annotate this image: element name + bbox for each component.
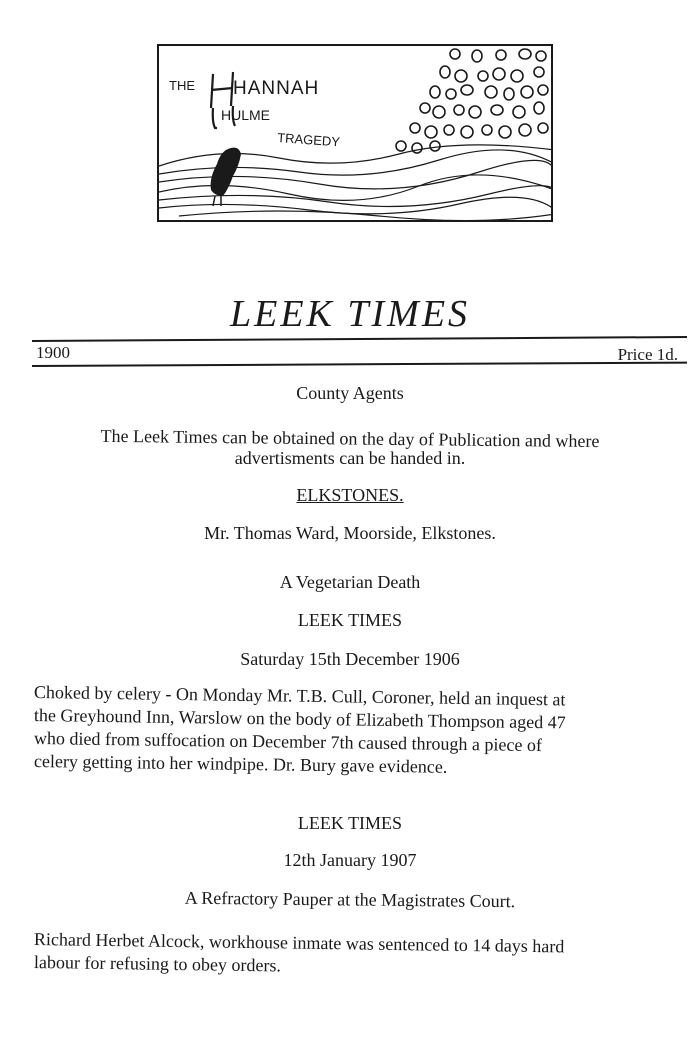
- article1-line3: who died from suffocation on December 7th caused through a piece of: [33, 728, 543, 756]
- article2-paper: LEEK TIMES: [297, 813, 403, 833]
- article2-line1: Richard Herbet Alcock, workhouse inmate was sentenced to 14 days hard: [33, 929, 565, 957]
- article2-line2: labour for refusing to obey orders.: [33, 952, 282, 976]
- article1-line4: celery getting into her windpipe. Dr. Bury gave evidence.: [33, 751, 448, 777]
- article1-line1: Choked by celery - On Monday Mr. T.B. Cull, Coroner, held an inquest at: [33, 682, 566, 710]
- article1-line2: the Greyhound Inn, Warslow on the body of Elizabeth Thompson aged 47: [33, 705, 566, 733]
- agents-body-line2: advertisments can be handed in.: [234, 448, 466, 468]
- county-agents-heading: County Agents: [296, 383, 404, 403]
- article1-paper: LEEK TIMES: [297, 610, 403, 630]
- masthead-title: LEEK TIMES: [229, 293, 471, 335]
- article1-date: Saturday 15th December 1906: [240, 649, 460, 669]
- masthead-year: 1900: [36, 343, 70, 362]
- agents-place: ELKSTONES.: [296, 485, 404, 505]
- logo-tragedy-text: TRAGEDY: [276, 130, 341, 150]
- article2-date: 12th January 1907: [283, 850, 417, 870]
- agents-body-line1: The Leek Times can be obtained on the day of Publication and where: [100, 425, 600, 452]
- article1-headline: A Vegetarian Death: [279, 572, 421, 592]
- agents-name: Mr. Thomas Ward, Moorside, Elkstones.: [204, 523, 496, 543]
- logo-hulme-text: HULME: [221, 107, 271, 123]
- hannah-hulme-logo: [157, 44, 553, 222]
- masthead-rule-top: [32, 336, 687, 342]
- masthead-rule-bottom: [32, 362, 687, 367]
- masthead-price: Price 1d.: [617, 345, 678, 364]
- logo-circles: [396, 49, 548, 153]
- logo-drawing: [159, 46, 553, 222]
- logo-the-text: THE: [169, 78, 195, 93]
- article2-headline: A Refractory Pauper at the Magistrates Court.: [184, 887, 516, 912]
- logo-hannah-text: HANNAH: [233, 78, 320, 99]
